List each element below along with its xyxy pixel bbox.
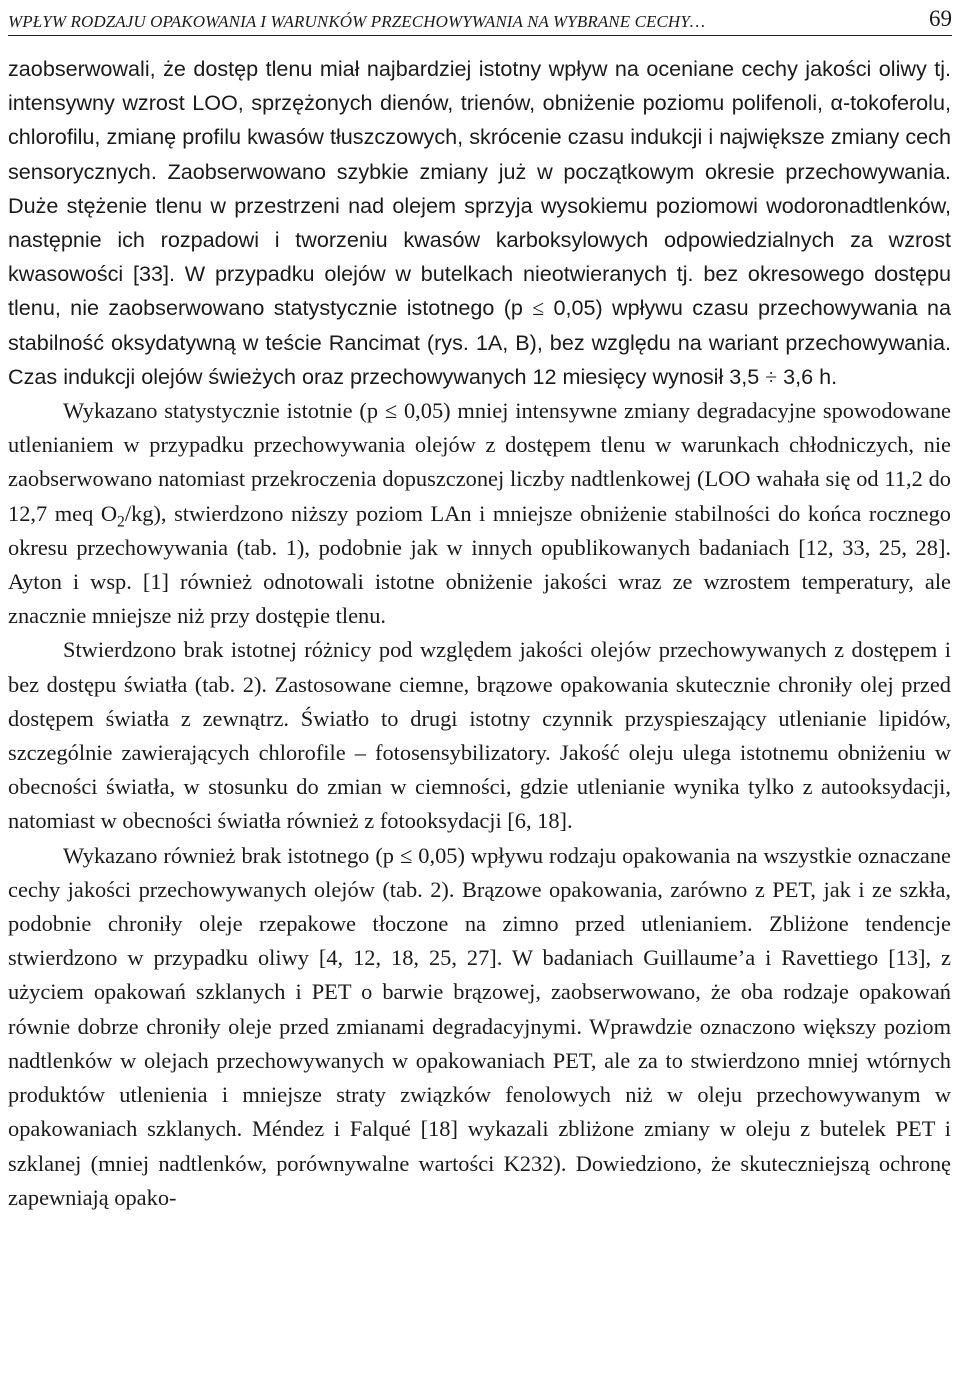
paragraph-4 bbox=[8, 839, 951, 1215]
less-equal-symbol: ≤ bbox=[532, 296, 545, 321]
paragraph-2 bbox=[8, 394, 951, 633]
subscript-2: 2 bbox=[117, 513, 125, 531]
division-symbol: ÷ bbox=[765, 364, 778, 389]
p2-text-3: /kg), stwierdzono niższy poziom LAn i mniejsze obniżenie stabilności do końca rocznego okresu przechowywania (tab. 1), podobnie jak w innych opublikowanych badaniach [12, 33, 25, 28]. Ayton i wsp. [1] również odnotowali istotne obniżenie jakości wraz ze wzrostem temperatury, ale znacznie mniejsze niż przy dostępie tlenu. bbox=[8, 500, 951, 629]
p1-text-3: 3,6 h. bbox=[783, 363, 838, 389]
p3-text-2: fotosensybilizatory. Jakość oleju ulega istotnemu obniżeniu w obecności światła, w stosunku do zmian w ciemności, gdzie utlenianie wynika tylko z autooksydacji, natomiast w obecności światła również z fotooksydacji [6, 18]. bbox=[8, 740, 951, 834]
p3-text-1: Stwierdzono brak istotnej różnicy pod względem jakości olejów przechowywanych z dostępem i bez dostępu światła (tab. 2). Zastosowane ciemne, brązowe opakowania skutecznie chroniły olej przed dostępem światła z zewnątrz. Światło to drugi istotny czynnik przyspieszający utlenianie lipidów, szczególnie zawierających chlorofile bbox=[8, 637, 951, 766]
page-number: 69 bbox=[929, 6, 952, 31]
running-title: WPŁYW RODZAJU OPAKOWANIA I WARUNKÓW PRZECHOWYWANIA NA WYBRANE CECHY… bbox=[8, 12, 706, 31]
p2-text-2: 0,05) mniej intensywne zmiany degradacyjne spowodowane utlenianiem w przypadku przechowywania olejów z dostępem tlenu w warunkach chłodniczych, nie zaobserwowano natomiast przekroczenia dopuszczonej liczby nadtlenkowej (LOO wahała się od 11,2 do 12,7 meq O bbox=[8, 398, 951, 526]
en-dash-symbol: – bbox=[354, 740, 366, 766]
paragraph-3 bbox=[8, 633, 951, 838]
less-equal-symbol: ≤ bbox=[399, 842, 413, 868]
p1-text-2: 0,05) wpływu czasu przechowywania na stabilność oksydatywną w teście Rancimat (rys. 1A, B), bez względu na wariant przechowywania. Czas indukcji olejów świeżych oraz przechowywanych 12 miesięcy wynosił 3,5 bbox=[8, 295, 951, 389]
body-text bbox=[8, 52, 951, 1215]
less-equal-symbol: ≤ bbox=[384, 398, 398, 424]
running-header bbox=[8, 2, 952, 32]
paragraph-1 bbox=[8, 52, 951, 394]
p1-text-1: zaobserwowali, że dostęp tlenu miał najbardziej istotny wpływ na oceniane cechy jakości oliwy tj. intensywny wzrost LOO, sprzężonych dienów, trienów, obniżenie poziomu polifenoli, α-tokoferolu, chlorofilu, zmianę profilu kwasów tłuszczowych, skrócenie czasu indukcji i największe zmiany cech sensorycznych. Zaobserwowano szybkie zmiany już w początkowym okresie przechowywania. Duże stężenie tlenu w przestrzeni nad olejem sprzyja wysokiemu poziomowi wodoronadtlenków, następnie ich rozpadowi i tworzeniu kwasów karboksylowych odpowiedzialnych za wzrost kwasowości [33]. W przypadku olejów w butelkach nieotwieranych tj. bez okresowego dostępu tlenu, nie zaobserwowano statystycznie istotnego (p bbox=[8, 56, 951, 321]
p4-text-2: 0,05) wpływu rodzaju opakowania na wszystkie oznaczane cechy jakości przechowywanych olejów (tab. 2). Brązowe opakowania, zarówno z PET, jak i ze szkła, podobnie chroniły oleje rzepakowe tłoczone na zimno przed utlenianiem. Zbliżone tendencje stwierdzono w przypadku oliwy [4, 12, 18, 25, 27]. W badaniach Guillaume’a i Ravettiego [13], z użyciem opakowań szklanych i PET o barwie brązowej, zaobserwowano, że oba rodzaje opakowań równie dobrze chroniły oleje przed zmianami degradacyjnymi. Wprawdzie oznaczono większy poziom nadtlenków w olejach przechowywanych w opakowaniach PET, ale za to stwierdzono mniej wtórnych produktów utlenienia i mniejsze straty związków fenolowych niż w oleju przechowywanym w opakowaniach szklanych. Méndez i Falqué [18] wykazali zbliżone zmiany w oleju z butelek PET i szklanej (mniej nadtlenków, porównywalne wartości K232). Dowiedziono, że skuteczniejszą ochronę zapewniają opako- bbox=[8, 842, 951, 1210]
header-rule bbox=[8, 35, 952, 36]
p2-text-1: Wykazano statystycznie istotnie (p bbox=[63, 398, 385, 424]
p4-text-1: Wykazano również brak istotnego (p bbox=[63, 842, 400, 868]
